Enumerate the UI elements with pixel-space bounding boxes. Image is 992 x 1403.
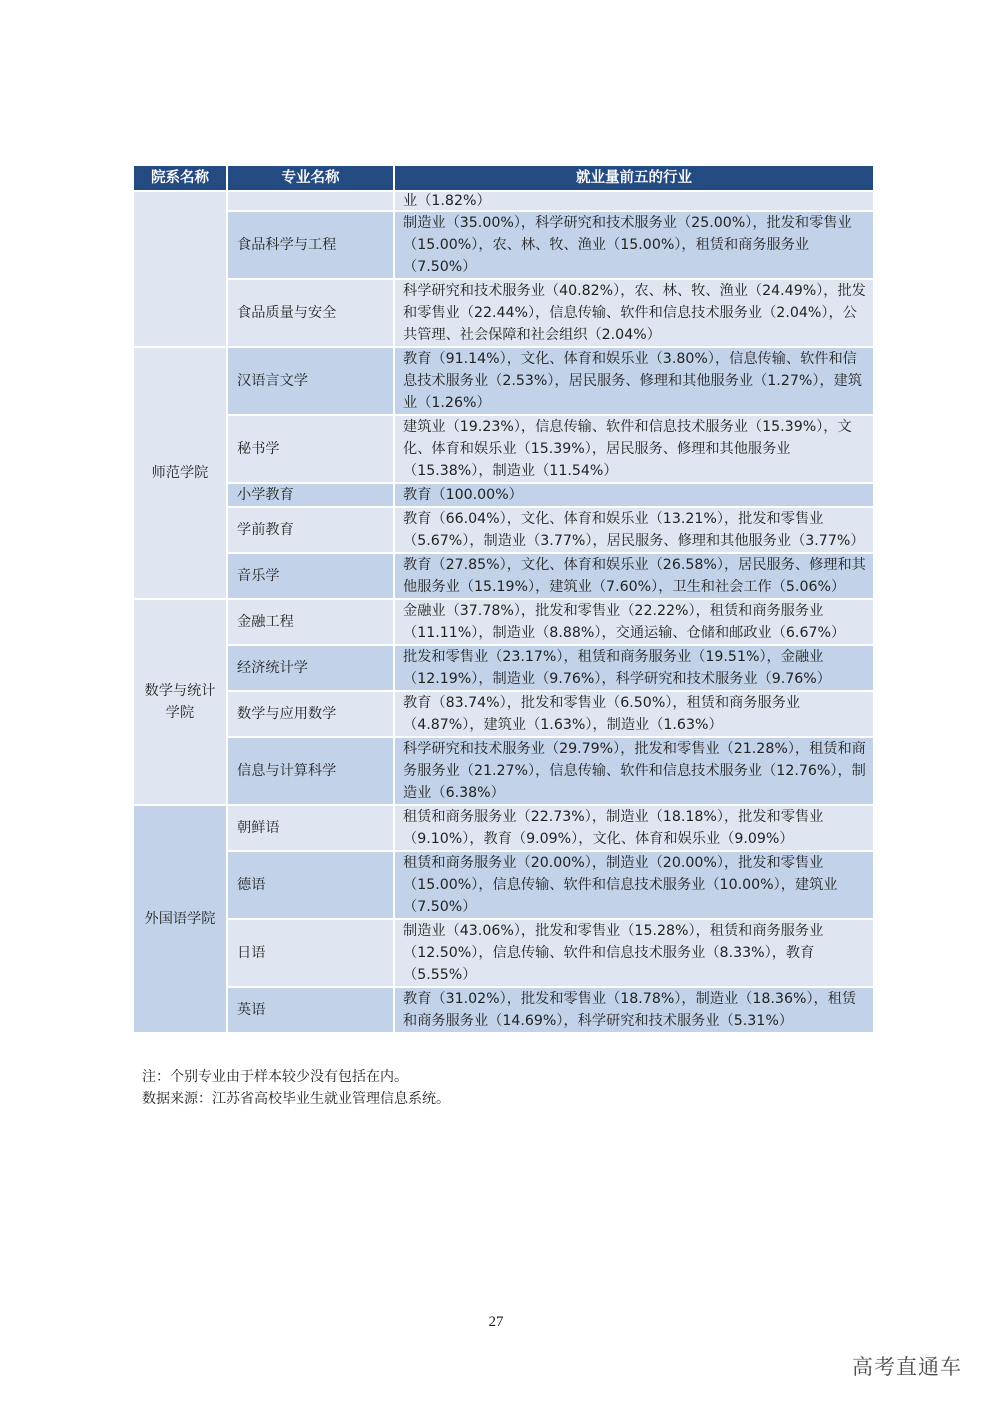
- major-cell: 食品质量与安全: [228, 280, 395, 348]
- table-row: [134, 554, 873, 600]
- industries-cell: 教育（66.04%），文化、体育和娱乐业（13.21%），批发和零售业（5.67%），制造业（3.77%），居民服务、修理和其他服务业（3.77%）: [395, 508, 873, 554]
- department-cell: [134, 192, 228, 348]
- department-cell: 外国语学院: [134, 806, 228, 1034]
- major-cell: 金融工程: [228, 600, 395, 646]
- major-cell: 经济统计学: [228, 646, 395, 692]
- industries-cell: 教育（83.74%），批发和零售业（6.50%），租赁和商务服务业（4.87%），建筑业（1.63%），制造业（1.63%）: [395, 692, 873, 738]
- table-row: [134, 192, 873, 212]
- major-cell: [228, 192, 395, 212]
- source-text: 数据来源：江苏省高校毕业生就业管理信息系统。: [142, 1091, 450, 1107]
- major-cell: 秘书学: [228, 416, 395, 484]
- table-row: [134, 646, 873, 692]
- header-industries: 就业量前五的行业: [395, 166, 873, 192]
- table-row: [134, 692, 873, 738]
- industries-cell: 教育（91.14%），文化、体育和娱乐业（3.80%），信息传输、软件和信息技术服务业（2.53%），居民服务、修理和其他服务业（1.27%），建筑业（1.26%）: [395, 348, 873, 416]
- page-number: 27: [488, 1314, 504, 1330]
- industries-cell: 科学研究和技术服务业（40.82%），农、林、牧、渔业（24.49%），批发和零售业（22.44%），信息传输、软件和信息技术服务业（2.04%），公共管理、社会保障和社会组织（2.04%）: [395, 280, 873, 348]
- industries-cell: 建筑业（19.23%），信息传输、软件和信息技术服务业（15.39%），文化、体育和娱乐业（15.39%），居民服务、修理和其他服务业（15.38%），制造业（11.54%）: [395, 416, 873, 484]
- note-text: 注：个别专业由于样本较少没有包括在内。: [142, 1069, 408, 1085]
- table-row: [134, 508, 873, 554]
- industries-cell: 业（1.82%）: [395, 192, 873, 212]
- table-notes: [142, 1066, 450, 1110]
- industries-cell: 批发和零售业（23.17%），租赁和商务服务业（19.51%），金融业（12.19%），制造业（9.76%），科学研究和技术服务业（9.76%）: [395, 646, 873, 692]
- table-row: [134, 852, 873, 920]
- industries-cell: 制造业（35.00%），科学研究和技术服务业（25.00%），批发和零售业（15.00%），农、林、牧、渔业（15.00%），租赁和商务服务业（7.50%）: [395, 212, 873, 280]
- industries-cell: 制造业（43.06%），批发和零售业（15.28%），租赁和商务服务业（12.50%），信息传输、软件和信息技术服务业（8.33%），教育（5.55%）: [395, 920, 873, 988]
- industries-cell: 租赁和商务服务业（20.00%），制造业（20.00%），批发和零售业（15.00%），信息传输、软件和信息技术服务业（10.00%），建筑业（7.50%）: [395, 852, 873, 920]
- major-cell: 数学与应用数学: [228, 692, 395, 738]
- table-row: [134, 738, 873, 806]
- industries-cell: 金融业（37.78%），批发和零售业（22.22%），租赁和商务服务业（11.11%），制造业（8.88%），交通运输、仓储和邮政业（6.67%）: [395, 600, 873, 646]
- table-row: [134, 806, 873, 852]
- major-cell: 音乐学: [228, 554, 395, 600]
- major-cell: 汉语言文学: [228, 348, 395, 416]
- industries-cell: 教育（100.00%）: [395, 484, 873, 508]
- industry-table: [134, 166, 873, 1034]
- table-row: [134, 212, 873, 280]
- header-major: 专业名称: [228, 166, 395, 192]
- major-cell: 英语: [228, 988, 395, 1034]
- table-row: [134, 920, 873, 988]
- major-cell: 学前教育: [228, 508, 395, 554]
- watermark: 高考直通车: [852, 1355, 962, 1379]
- table-row: [134, 416, 873, 484]
- industries-cell: 租赁和商务服务业（22.73%），制造业（18.18%），批发和零售业（9.10%），教育（9.09%），文化、体育和娱乐业（9.09%）: [395, 806, 873, 852]
- table-header-row: [134, 166, 873, 192]
- industries-cell: 科学研究和技术服务业（29.79%），批发和零售业（21.28%），租赁和商务服务业（21.27%），信息传输、软件和信息技术服务业（12.76%），制造业（6.38%）: [395, 738, 873, 806]
- major-cell: 食品科学与工程: [228, 212, 395, 280]
- major-cell: 小学教育: [228, 484, 395, 508]
- table-row: [134, 348, 873, 416]
- major-cell: 日语: [228, 920, 395, 988]
- major-cell: 信息与计算科学: [228, 738, 395, 806]
- header-department: 院系名称: [134, 166, 228, 192]
- table-row: [134, 484, 873, 508]
- table-row: [134, 280, 873, 348]
- department-cell: 师范学院: [134, 348, 228, 600]
- table-row: [134, 600, 873, 646]
- department-cell: 数学与统计学院: [134, 600, 228, 806]
- major-cell: 德语: [228, 852, 395, 920]
- industries-cell: 教育（27.85%），文化、体育和娱乐业（26.58%），居民服务、修理和其他服务业（15.19%），建筑业（7.60%），卫生和社会工作（5.06%）: [395, 554, 873, 600]
- table-row: [134, 988, 873, 1034]
- industries-cell: 教育（31.02%），批发和零售业（18.78%），制造业（18.36%），租赁和商务服务业（14.69%），科学研究和技术服务业（5.31%）: [395, 988, 873, 1034]
- major-cell: 朝鲜语: [228, 806, 395, 852]
